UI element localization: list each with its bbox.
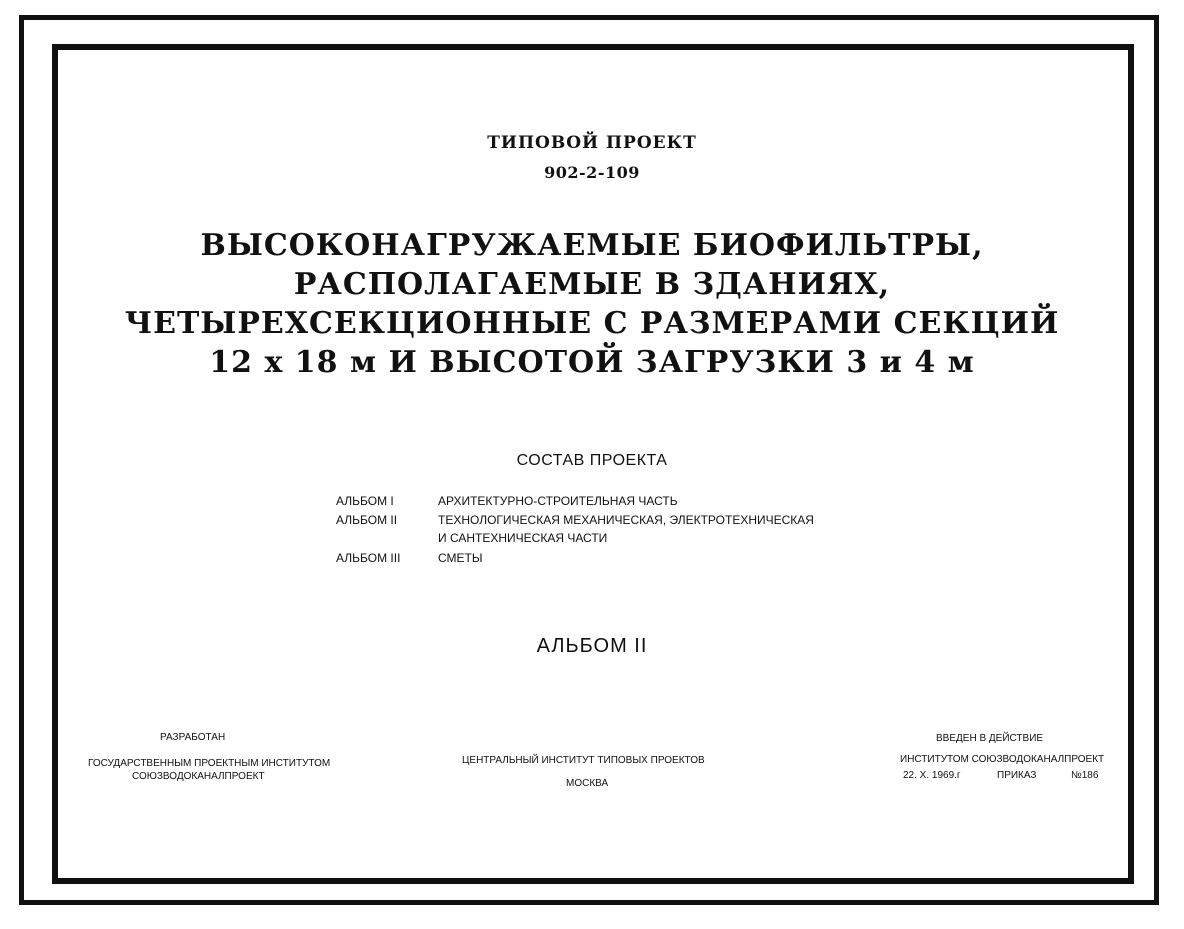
contents-heading: СОСТАВ ПРОЕКТА xyxy=(516,452,668,469)
title-line: 12 х 18 м И ВЫСОТОЙ ЗАГРУЗКИ 3 и 4 м xyxy=(209,345,975,380)
album-description: АРХИТЕКТУРНО-СТРОИТЕЛЬНАЯ ЧАСТЬ xyxy=(438,494,678,508)
album-label: АЛЬБОМ I xyxy=(336,494,394,508)
album-label: АЛЬБОМ II xyxy=(336,513,398,527)
project-number: 902-2-109 xyxy=(544,163,640,182)
album-label: АЛЬБОМ III xyxy=(336,551,401,565)
enacted-number: №186 xyxy=(1071,770,1099,781)
publisher-city: МОСКВА xyxy=(566,778,609,789)
developer-title: РАЗРАБОТАН xyxy=(160,732,226,743)
developer-line: СОЮЗВОДОКАНАЛПРОЕКТ xyxy=(132,771,265,782)
title-line: ВЫСОКОНАГРУЖАЕМЫЕ БИОФИЛЬТРЫ, xyxy=(200,228,984,263)
title-line: ЧЕТЫРЕХСЕКЦИОННЫЕ С РАЗМЕРАМИ СЕКЦИЙ xyxy=(124,306,1060,341)
current-album: АЛЬБОМ II xyxy=(536,635,648,657)
album-description: СМЕТЫ xyxy=(438,551,483,565)
album-description: ТЕХНОЛОГИЧЕСКАЯ МЕХАНИЧЕСКАЯ, ЭЛЕКТРОТЕХНИЧЕСКАЯ xyxy=(438,513,814,527)
enacted-title: ВВЕДЕН В ДЕЙСТВИЕ xyxy=(936,733,1044,744)
enacted-line: ИНСТИТУТОМ СОЮЗВОДОКАНАЛПРОЕКТ xyxy=(900,754,1105,765)
project-type: ТИПОВОЙ ПРОЕКТ xyxy=(487,133,697,153)
album-description: И САНТЕХНИЧЕСКАЯ ЧАСТИ xyxy=(438,531,608,545)
document-title xyxy=(0,226,1184,382)
title-line: РАСПОЛАГАЕМЫЕ В ЗДАНИЯХ, xyxy=(293,267,891,302)
developer-line: ГОСУДАРСТВЕННЫМ ПРОЕКТНЫМ ИНСТИТУТОМ xyxy=(88,758,331,769)
enacted-date: 22. X. 1969.г xyxy=(903,770,961,781)
publisher-line: ЦЕНТРАЛЬНЫЙ ИНСТИТУТ ТИПОВЫХ ПРОЕКТОВ xyxy=(462,755,705,766)
enacted-order: ПРИКАЗ xyxy=(997,770,1037,781)
